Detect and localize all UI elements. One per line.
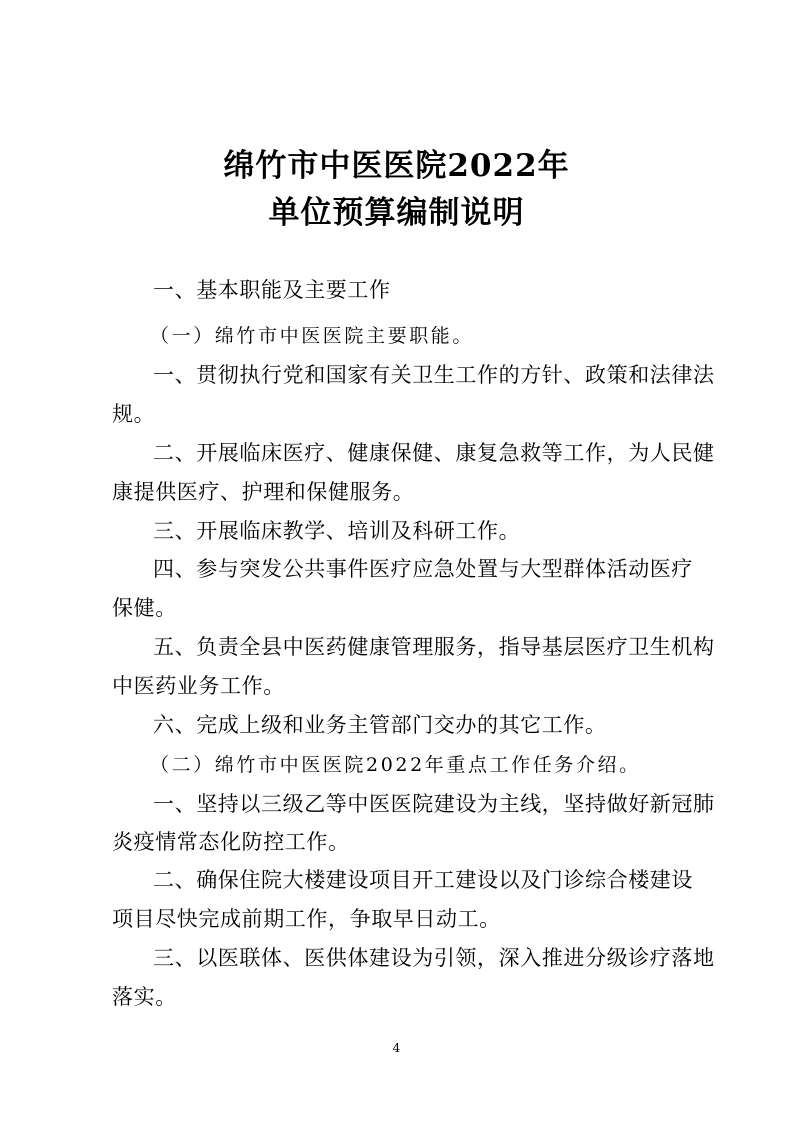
task-item-1-line-1: 一、坚持以三级乙等中医医院建设为主线，坚持做好新冠肺 [153,792,715,816]
document-title-line-2: 单位预算编制说明 [268,195,525,231]
duty-item-3: 三、开展临床教学、培训及科研工作。 [153,519,521,543]
duty-item-2-line-2: 康提供医疗、护理和保健服务。 [112,480,415,504]
duty-item-4-line-2: 保健。 [112,596,177,620]
duty-item-1-line-1: 一、贯彻执行党和国家有关卫生工作的方针、政策和法律法 [153,363,715,387]
duty-item-6: 六、完成上级和业务主管部门交办的其它工作。 [153,713,607,737]
duty-item-2-line-1: 二、开展临床医疗、健康保健、康复急救等工作，为人民健 [153,441,715,465]
subsection-heading-1: （一）绵竹市中医医院主要职能。 [150,325,475,347]
duty-item-5-line-2: 中医药业务工作。 [112,674,285,698]
duty-item-5-line-1: 五、负责全县中医药健康管理服务，指导基层医疗卫生机构 [153,635,715,659]
page-number: 4 [392,1041,401,1055]
task-item-1-line-2: 炎疫情常态化防控工作。 [112,830,350,854]
subsection-heading-2: （二）绵竹市中医医院2022年重点工作任务介绍。 [150,754,641,776]
task-item-2-line-1: 二、确保住院大楼建设项目开工建设以及门诊综合楼建设 [153,868,693,892]
section-heading: 一、基本职能及主要工作 [153,278,391,302]
duty-item-4-line-1: 四、参与突发公共事件医疗应急处置与大型群体活动医疗 [153,557,693,581]
duty-item-1-line-2: 规。 [112,402,156,426]
task-item-3-line-2: 落实。 [112,985,177,1009]
document-title-line-1: 绵竹市中医医院2022年 [223,148,570,184]
task-item-2-line-2: 项目尽快完成前期工作，争取早日动工。 [112,907,501,931]
task-item-3-line-1: 三、以医联体、医供体建设为引领，深入推进分级诊疗落地 [153,946,715,970]
